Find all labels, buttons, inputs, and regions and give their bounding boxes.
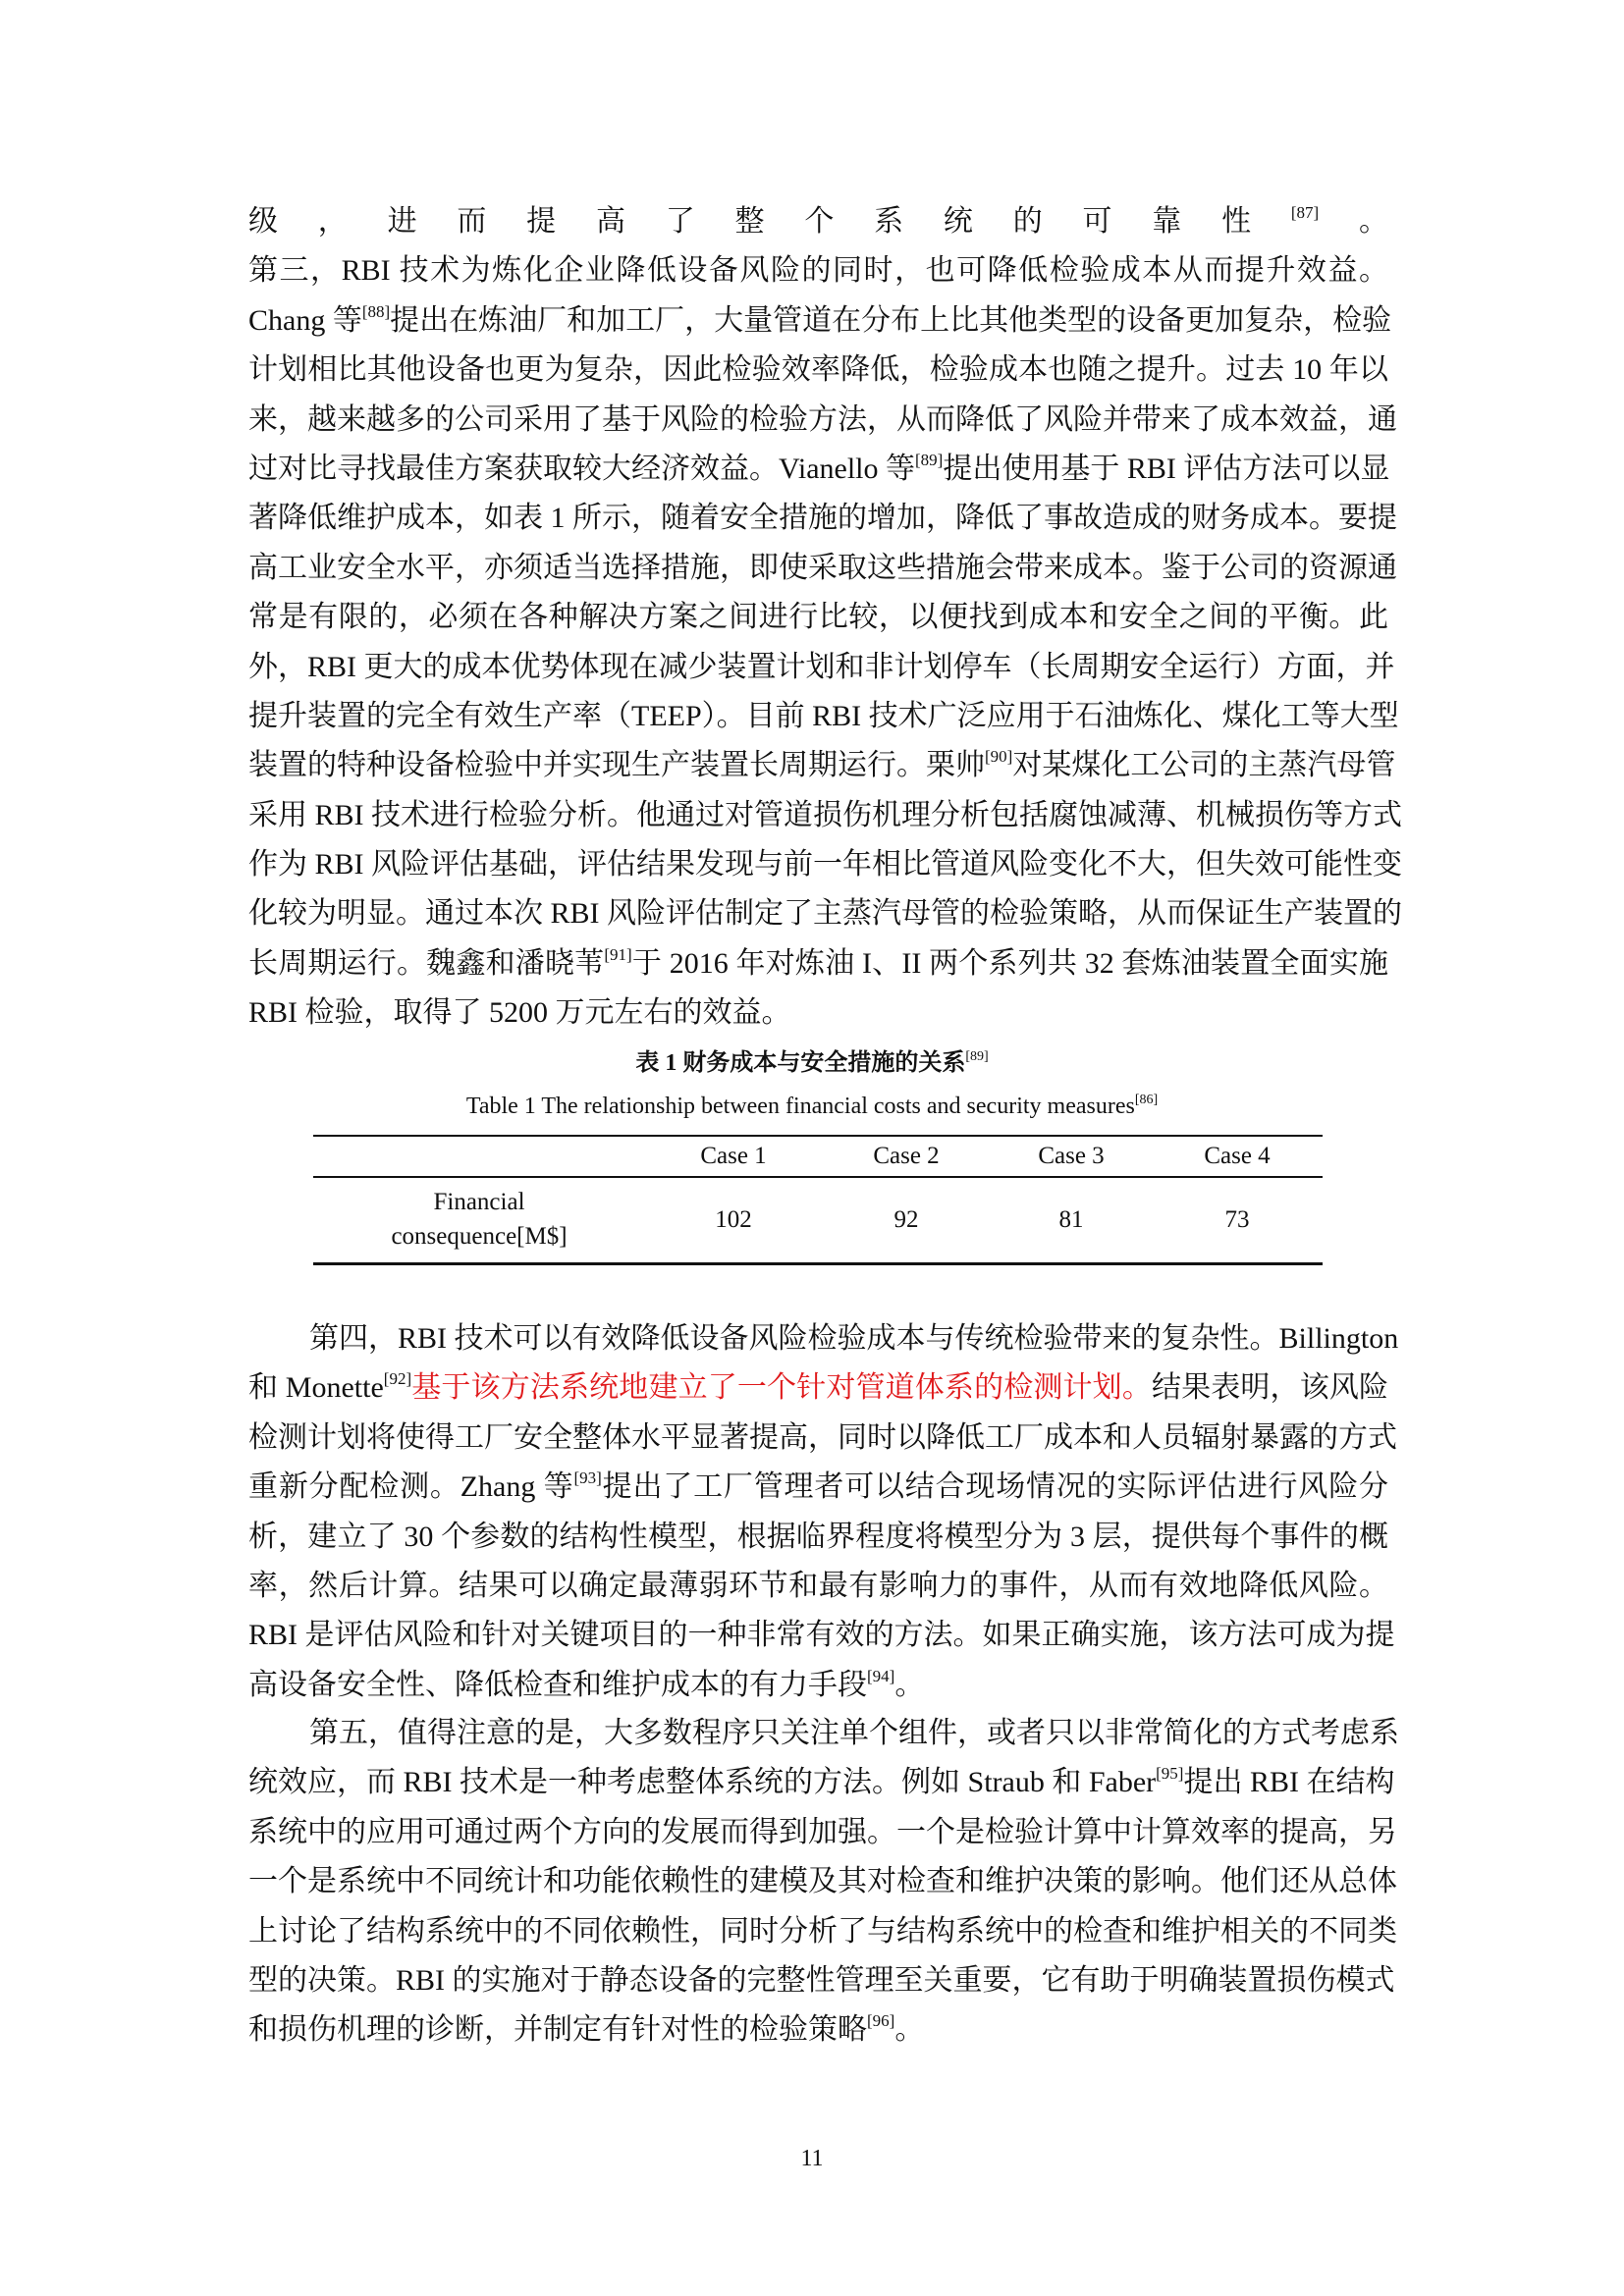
table-caption-english [0,1094,1624,1120]
text-line [248,246,1388,295]
text-run: 采用 RBI 技术进行检验分析。他通过对管道损伤机理分析包括腐蚀减薄、机械损伤等方式 [248,798,1403,831]
text-line [248,1907,1397,1956]
text-line [248,1808,1397,1857]
citation: [92] [383,1369,412,1389]
paragraph-4 [248,1314,1399,1710]
text-line [248,1956,1395,2005]
table-bottom-rule [313,1262,1323,1265]
citation: [94] [867,1666,895,1685]
text-run: RBI 是评估风险和针对关键项目的一种非常有效的方法。如果正确实施，该方法可成为提 [248,1619,1395,1652]
text-run: 作为 RBI 风险评估基础，评估结果发现与前一年相比管道风险变化不大，但失效可能性变 [248,848,1403,881]
text-run: 外，RBI 更大的成本优势体现在减少装置计划和非计划停车（长周期安全运行）方面，并 [248,650,1395,683]
text-run: 一个是系统中不同统计和功能依赖性的建模及其对检查和维护决策的影响。他们还从总体 [248,1865,1397,1898]
text-run: 。 [894,2013,925,2047]
citation: [91] [604,944,632,964]
page-number: 11 [800,2146,824,2171]
text-run: 和损伤机理的诊断，并制定有针对性的检验策略 [248,2013,867,2047]
header-cell [313,1137,645,1176]
citation: [93] [573,1468,602,1488]
text-run: 提出在炼油厂和加工厂，大量管道在分布上比其他类型的设备更加复杂，检验 [390,303,1392,337]
text-run: 型的决策。RBI 的实施对于静态设备的完整性管理至关重要，它有助于明确装置损伤模式 [248,1963,1395,1997]
text-line [248,939,1388,988]
text-line [248,346,1388,395]
table-cell: 73 [1224,1205,1250,1233]
text-run: 上讨论了结构系统中的不同依赖性，同时分析了与结构系统中的检查和维护相关的不同类 [248,1914,1397,1948]
text-run: 统效应，而 RBI 技术是一种考虑整体系统的方法。例如 Straub 和 Faber [248,1766,1157,1799]
text-run: 第五，值得注意的是，大多数程序只关注单个组件，或者只以非常简化的方式考虑系 [309,1717,1399,1749]
citation: [89] [915,450,944,469]
text-line [248,445,1388,494]
text-line [248,741,1396,790]
text-line [248,1562,1388,1611]
citation: [86] [1134,1093,1159,1107]
text-line [248,1709,1399,1758]
citation: [95] [1156,1764,1184,1784]
table-header-row [313,1137,1323,1176]
text-line [248,1758,1395,1807]
text-line [248,1314,1399,1363]
text-run: 装置的特种设备检验中并实现生产装置长周期运行。栗帅 [248,749,985,782]
text-line [248,692,1399,741]
text-run: 高工业安全水平，亦须适当选择措施，即使采取这些措施会带来成本。鉴于公司的资源通 [248,551,1397,584]
citation: [89] [965,1049,989,1064]
text-line [248,1661,1388,1710]
paragraph-5 [248,1709,1399,2056]
text-run: 检测计划将使得工厂安全整体水平显著提高，同时以降低工厂成本和人员辐射暴露的方式 [248,1420,1397,1454]
text-line [248,988,1388,1038]
text-run: 来，越来越多的公司采用了基于风险的检验方法，从而降低了风险并带来了成本效益，通 [248,402,1397,436]
row-label-line: consequence[M$] [391,1223,568,1250]
table-cell: 102 [715,1205,752,1233]
text-line [248,1513,1388,1562]
text-line [248,494,1397,543]
text-line [248,889,1403,938]
text-run: 析，建立了 30 个参数的结构性模型，根据临界程度将模型分为 3 层，提供每个事件的概 [248,1520,1388,1553]
header-cell: Case 2 [873,1143,940,1169]
text-line [248,1857,1397,1906]
text-run: 提升装置的完全有效生产率（TEEP）。目前 RBI 技术广泛应用于石油炼化、煤化工等大型 [248,699,1399,732]
text-line [248,643,1395,692]
text-line [248,593,1388,642]
text-run: 和 Monette [248,1371,384,1405]
table-cell: 81 [1058,1205,1084,1233]
table-cell: 92 [893,1205,919,1233]
caption-text: 表 1 财务成本与安全措施的关系 [635,1050,966,1076]
text-run: 率，然后计算。结果可以确定最薄弱环节和最有影响力的事件，从而有效地降低风险。 [248,1569,1388,1602]
highlighted-text: 基于该方法系统地建立了一个针对管道体系的检测计划。 [411,1371,1152,1405]
paragraph-1 [248,197,1403,1039]
citation: [88] [361,301,391,321]
row-label-line: Financial [433,1189,525,1215]
text-run: Chang 等 [248,303,362,337]
text-run: 。 [894,1668,925,1701]
text-run: 重新分配检测。Zhang 等 [248,1470,574,1504]
text-run: 第四，RBI 技术可以有效降低设备风险检验成本与传统检验带来的复杂性。Billington [309,1322,1399,1355]
text-run: 化较为明显。通过本次 RBI 风险评估制定了主蒸汽母管的检验策略，从而保证生产装置的 [248,897,1403,931]
text-run: 对某煤化工公司的主蒸汽母管 [1012,749,1396,782]
text-run: 计划相比其他设备也更为复杂，因此检验效率降低，检验成本也随之提升。过去 10 年以 [248,353,1388,387]
citation: [96] [867,2011,895,2031]
text-line [248,396,1397,445]
text-line [248,544,1397,593]
text-run: 结果表明，该风险 [1151,1371,1389,1405]
financial-table [313,1137,1323,1262]
text-run: 系统中的应用可通过两个方向的发展而得到加强。一个是检验计算中计算效率的提高，另 [248,1815,1397,1848]
text-run: 著降低维护成本，如表 1 所示，随着安全措施的增加，降低了事故造成的财务成本。要提 [248,502,1397,535]
text-run: 于 2016 年对炼油 I、II 两个系列共 32 套炼油装置全面实施 [631,946,1388,980]
text-run: 提出 RBI 在结构 [1183,1766,1395,1799]
text-run: 。 [1319,205,1389,238]
citation: [90] [985,747,1013,767]
text-line [248,296,1392,346]
text-line [248,197,1388,246]
text-run: 长周期运行。魏鑫和潘晓苇 [248,946,605,980]
table-row [313,1176,1323,1262]
text-run: 高设备安全性、降低检查和维护成本的有力手段 [248,1668,867,1701]
text-line [248,1463,1388,1512]
caption-text: Table 1 The relationship between financial costs and security measures [465,1094,1135,1119]
header-cell: Case 4 [1204,1143,1271,1169]
text-line [248,1414,1397,1463]
citation: [87] [1290,203,1320,222]
header-cell: Case 3 [1038,1143,1105,1169]
text-run: 过对比寻找最佳方案获取较大经济效益。Vianello 等 [248,452,915,485]
header-cell: Case 1 [700,1143,767,1169]
text-run: 常是有限的，必须在各种解决方案之间进行比较，以便找到成本和安全之间的平衡。此 [248,601,1388,634]
text-run: 第三，RBI 技术为炼化企业降低设备风险的同时，也可降低检验成本从而提升效益。 [248,254,1388,288]
text-line [248,2005,1388,2055]
table-caption-chinese [0,1042,1624,1077]
text-line [248,791,1403,840]
text-line [248,1611,1395,1660]
text-run: 提出了工厂管理者可以结合现场情况的实际评估进行风险分 [601,1470,1389,1504]
text-line [248,840,1403,889]
text-run: RBI 检验，取得了 5200 万元左右的效益。 [248,996,791,1030]
row-label [313,1176,645,1262]
text-line [248,1363,1388,1413]
text-run: 提出使用基于 RBI 评估方法可以显 [943,452,1390,485]
text-run: 级，进而提高了整个系统的可靠性 [248,205,1291,238]
